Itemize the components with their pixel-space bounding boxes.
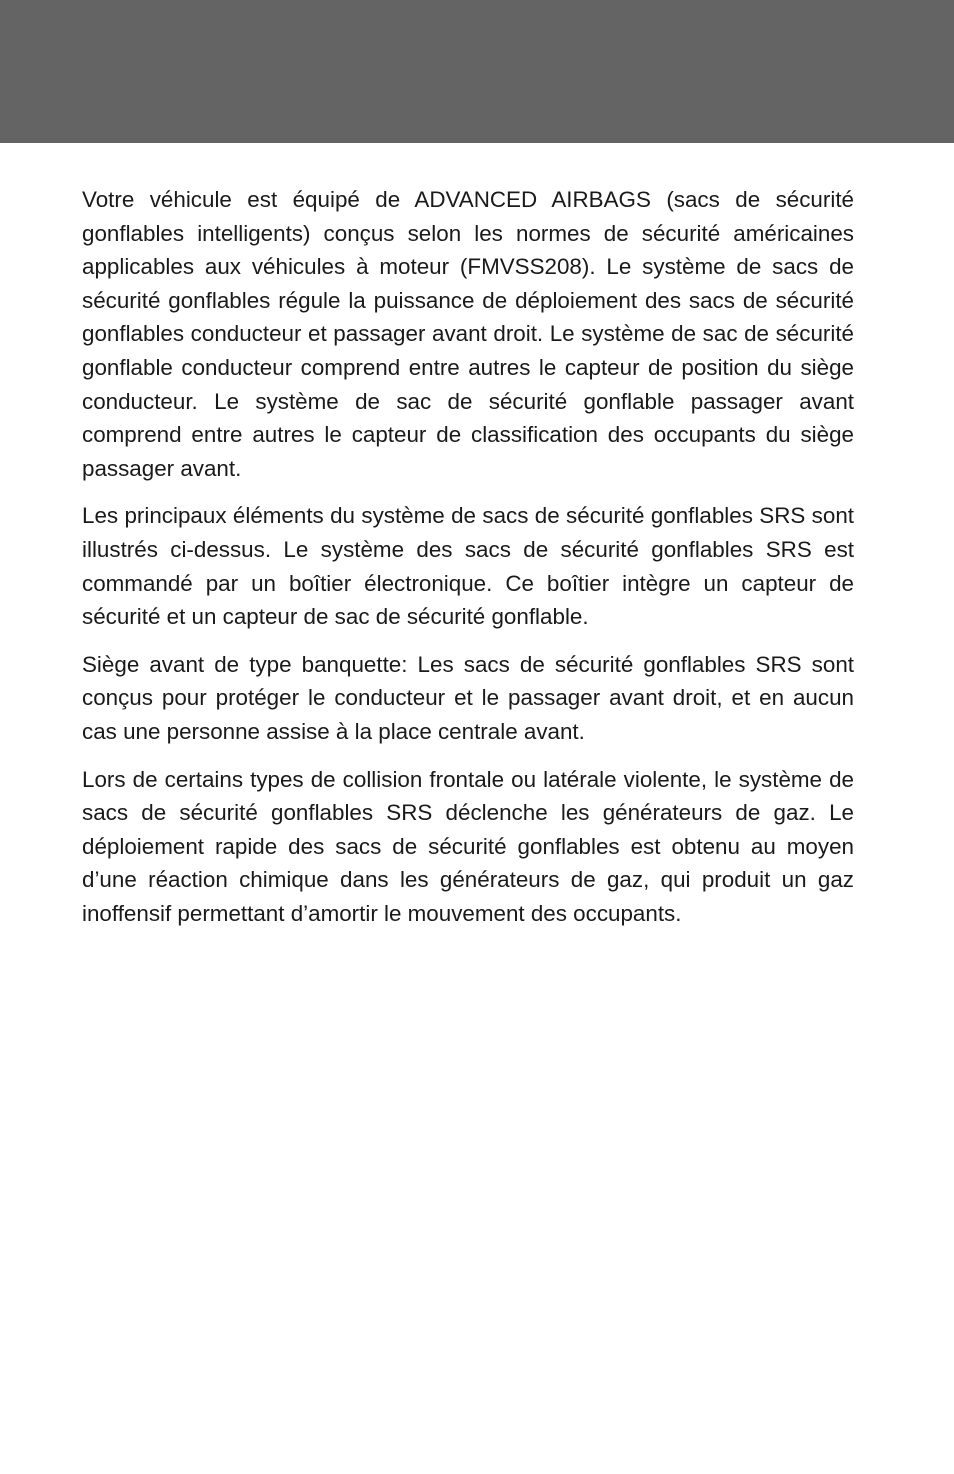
body-text bbox=[82, 183, 854, 944]
header-band bbox=[0, 0, 954, 143]
paragraph-collision-deployment: Lors de certains types de collision frontale ou latérale violente, le système de sacs de sécurité gonflables SRS déclenche les générateurs de gaz. Le déploiement rapide des sacs de sécurité gonflables est obtenu au moyen d’une réaction chimique dans les générateurs de gaz, qui produit un gaz inoffensif permettant d’amortir le mouvement des occupants. bbox=[82, 766, 854, 926]
paragraph-srs-components: Les principaux éléments du système de sacs de sécurité gonflables SRS sont illustrés ci-dessus. Le système des sacs de sécurité gonflables SRS est commandé par un boîtier électronique. Ce boîtier intègre un capteur de sécurité et un capteur de sac de sécurité gonflable. bbox=[82, 503, 854, 630]
paragraph-bench-seat: Siège avant de type banquette: Les sacs de sécurité gonflables SRS sont conçus pour protéger le conducteur et le passager avant droit, et en aucun cas une personne assise à la place centrale avant. bbox=[82, 651, 854, 744]
paragraph-advanced-airbags: Votre véhicule est équipé de ADVANCED AIRBAGS (sacs de sécurité gonflables intelligents) conçus selon les normes de sécurité américaines applicables aux véhicules à moteur (FMVSS208). Le système de sacs de sécurité gonflables régule la puissance de déploiement des sacs de sécurité gonflables conducteur et passager avant droit. Le système de sac de sécurité gonflable conducteur comprend entre autres le capteur de position du siège conducteur. Le système de sac de sécurité gonflable passager avant comprend entre autres le capteur de classification des occupants du siège passager avant. bbox=[82, 187, 854, 481]
